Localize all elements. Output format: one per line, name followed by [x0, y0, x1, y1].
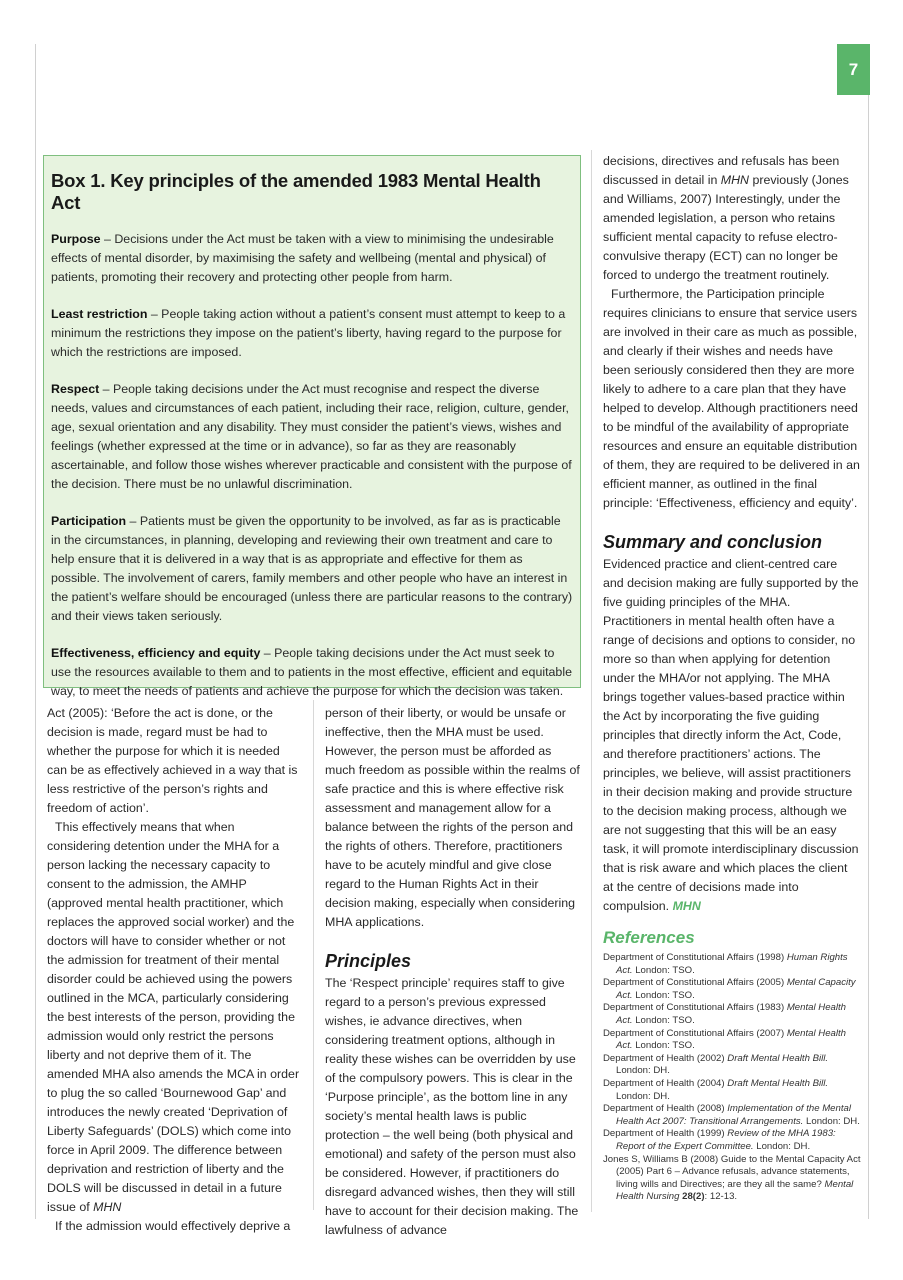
right-margin-rule: [868, 44, 869, 1219]
journal-abbrev: MHN: [93, 1200, 122, 1214]
reference-item: Department of Constitutional Affairs (1983) Mental Health Act. London: TSO.: [603, 1002, 847, 1026]
left-margin-rule: [35, 44, 36, 1219]
box-item-text: – Decisions under the Act must be taken with a view to minimising the undesirable effects of mental disorder, by maximising the safety and wellbeing (mental and physical) of patients, promoting their recovery and protecting other people from harm.: [51, 232, 554, 284]
section-heading-references: References: [603, 928, 695, 947]
key-principles-box: [43, 155, 581, 698]
reference-item: Department of Health (1999) Review of the MHA 1983: Report of the Expert Committee. London: DH.: [603, 1128, 836, 1152]
paragraph: [603, 555, 861, 916]
box-item-term: Purpose: [51, 232, 101, 246]
box-item-participation: [51, 512, 573, 626]
paragraph-text: previously (Jones and Williams, 2007) Interestingly, under the amended legislation, a person who retains sufficient mental capacity to refuse electro-convulsive therapy (ECT) can no longer be forced to undergo the treatment routinely.: [603, 173, 849, 282]
section-heading-summary: Summary and conclusion: [603, 532, 823, 552]
box-item-text: – People taking action without a patient’s consent must attempt to keep to a minimum the restrictions they impose on the patient’s liberty, having regard to the purpose for which the restrictions are imposed.: [51, 307, 566, 359]
reference-list: [603, 952, 861, 1204]
reference-item: Jones S, Williams B (2008) Guide to the Mental Capacity Act (2005) Part 6 – Advance refusals, advance statements, living wills and Directives; are they all the same? Mental Health Nursing 28(2): 12-13.: [603, 1153, 861, 1203]
paragraph: [603, 152, 861, 285]
page-number-tab: [837, 44, 870, 95]
box-item-effectiveness: [51, 644, 573, 701]
box-item-term: Effectiveness, efficiency and equity: [51, 646, 261, 660]
box-item-least-restriction: [51, 305, 573, 362]
box-item-text: – Patients must be given the opportunity to be involved, as far as is practicable in the circumstances, in planning, developing and reviewing their own treatment and care to help ensure that it is delivered in a way that is as appropriate and effective for them as possible. The involvement of carers, family members and other people who have an interest in the patient’s welfare should be encouraged (unless there are particular reasons to the contrary) and their views taken seriously.: [51, 514, 573, 623]
column-divider: [313, 700, 314, 1210]
reference-item: Department of Health (2002) Draft Mental Health Bill. London: DH.: [603, 1052, 829, 1077]
column-divider: [591, 150, 592, 1212]
paragraph-text: decisions, directives and refusals has been discussed in detail in: [603, 154, 840, 187]
reference-item: Department of Health (2004) Draft Mental Health Bill. London: DH.: [603, 1077, 829, 1102]
box-item-purpose: [51, 230, 573, 287]
box-item-respect: [51, 380, 573, 494]
reference-item: Department of Constitutional Affairs (1998) Human Rights Act. London: TSO.: [603, 952, 848, 976]
box-item-text: – People taking decisions under the Act must seek to use the resources available to them and to patients in the most effective, efficient and equitable way, to meet the needs of patients and achieve the purpose for which the decision was taken.: [51, 646, 572, 698]
reference-item: Department of Constitutional Affairs (2007) Mental Health Act. London: TSO.: [603, 1027, 847, 1052]
paragraph-text: This effectively means that when considering detention under the MHA for a person lacking the necessary capacity to consent to the admission, the AMHP (approved mental health practitioner, which replaces the approved social worker) and the doctors will have to consider whether or not the admission for treatment of their mental disorder could be achieved using the powers outlined in the MCA, particularly considering the best interests of the person, providing the admission would only restrict the persons liberty and not deprive them of it. The amended MHA also amends the MCA in order to plug the so called ‘Bournewood Gap’ and introduces the newly created ‘Deprivation of Liberty Safeguards’ (DOLS) which come into force in April 2009. The difference between deprivation and restriction of liberty and the DOLS will be discussed in detail in a future issue of: [47, 820, 300, 1214]
paragraph: If the admission would effectively deprive a: [55, 1219, 291, 1233]
paragraph: Furthermore, the Participation principle requires clinicians to ensure that service users are involved in their care as much as possible, and clearly if their wishes and needs have been seriously considered then they are more likely to adhere to a care plan that they have helped to develop. Although practitioners need to be mindful of the availability of appropriate resources and ensure an equitable distribution of them, they are required to be delivered in an efficient manner, as outlined in the final principle: ‘Effectiveness, efficiency and equity’.: [603, 287, 860, 510]
box-item-text: – People taking decisions under the Act must recognise and respect the diverse needs, values and circumstances of each patient, including their race, religion, culture, gender, age, sexual orientation and any disability. They must consider the patient’s views, wishes and feelings (whether expressed at the time or in advance), so far as they are reasonably ascertainable, and follow those wishes wherever practicable and consistent with the purpose of the decision. There must be no unlawful discrimination.: [51, 382, 572, 491]
column-1: [47, 704, 301, 1236]
end-mark: MHN: [672, 899, 701, 913]
paragraph: The ‘Respect principle’ requires staff to give regard to a person’s previous expressed wishes, ie advance directives, when considering treatment options, although in reality these wishes can be overridden by use of the compulsory powers. This is clear in the ‘Purpose principle’, as the bottom line in any society’s mental health laws is public protection – the well being (both physical and emotional) and safety of the person must also be considered. However, if practitioners do disregard advanced wishes, then they will still have to account for their decision making. The lawfulness of advance: [325, 976, 579, 1237]
reference-item: Department of Health (2008) Implementation of the Mental Health Act 2007: Transitional Arrangements. London: DH.: [603, 1103, 860, 1127]
reference-item: Department of Constitutional Affairs (2005) Mental Capacity Act. London: TSO.: [603, 977, 856, 1001]
journal-abbrev: MHN: [720, 173, 749, 187]
paragraph: person of their liberty, or would be unsafe or ineffective, then the MHA must be used. However, the person must be afforded as much freedom as possible within the realms of safe practice and this is where effective risk assessment and management allow for a balance between the rights of the person and the rights of others. Therefore, practitioners have to be acutely mindful and give close regard to the Human Rights Act in their decision making, especially when considering MHA applications.: [325, 706, 580, 929]
column-2: [325, 704, 583, 1240]
paragraph: [47, 818, 301, 1217]
box-item-term: Least restriction: [51, 307, 148, 321]
paragraph: Act (2005): ‘Before the act is done, or the decision is made, regard must be had to whether the purpose for which it is needed can be as effectively achieved in a way that is less restrictive of the person’s rights and freedom of action’.: [47, 706, 298, 815]
section-heading-principles: Principles: [325, 951, 412, 971]
box-title: Box 1. Key principles of the amended 1983 Mental Health Act: [51, 170, 541, 213]
box-item-term: Respect: [51, 382, 100, 396]
column-3: [603, 152, 861, 1204]
paragraph-text: Evidenced practice and client-centred care and decision making are fully supported by the five guiding principles of the MHA. Practitioners in mental health often have a range of decisions and options to consider, no more so than when applying for detention under the MHA/or not applying. The MHA brings together values-based practice within the Act by incorporating the five guiding principles that directly inform the Act, Code, and therefore practitioners’ actions. The principles, we believe, will assist practitioners in their decision making and provide structure to the decision making process, although we are not suggesting that this will be an easy task, it will promote interdisciplinary discussion that is risk aware and which places the client at the centre of decisions made into compulsion.: [603, 557, 859, 913]
box-item-term: Participation: [51, 514, 127, 528]
page-number: 7: [848, 59, 859, 79]
